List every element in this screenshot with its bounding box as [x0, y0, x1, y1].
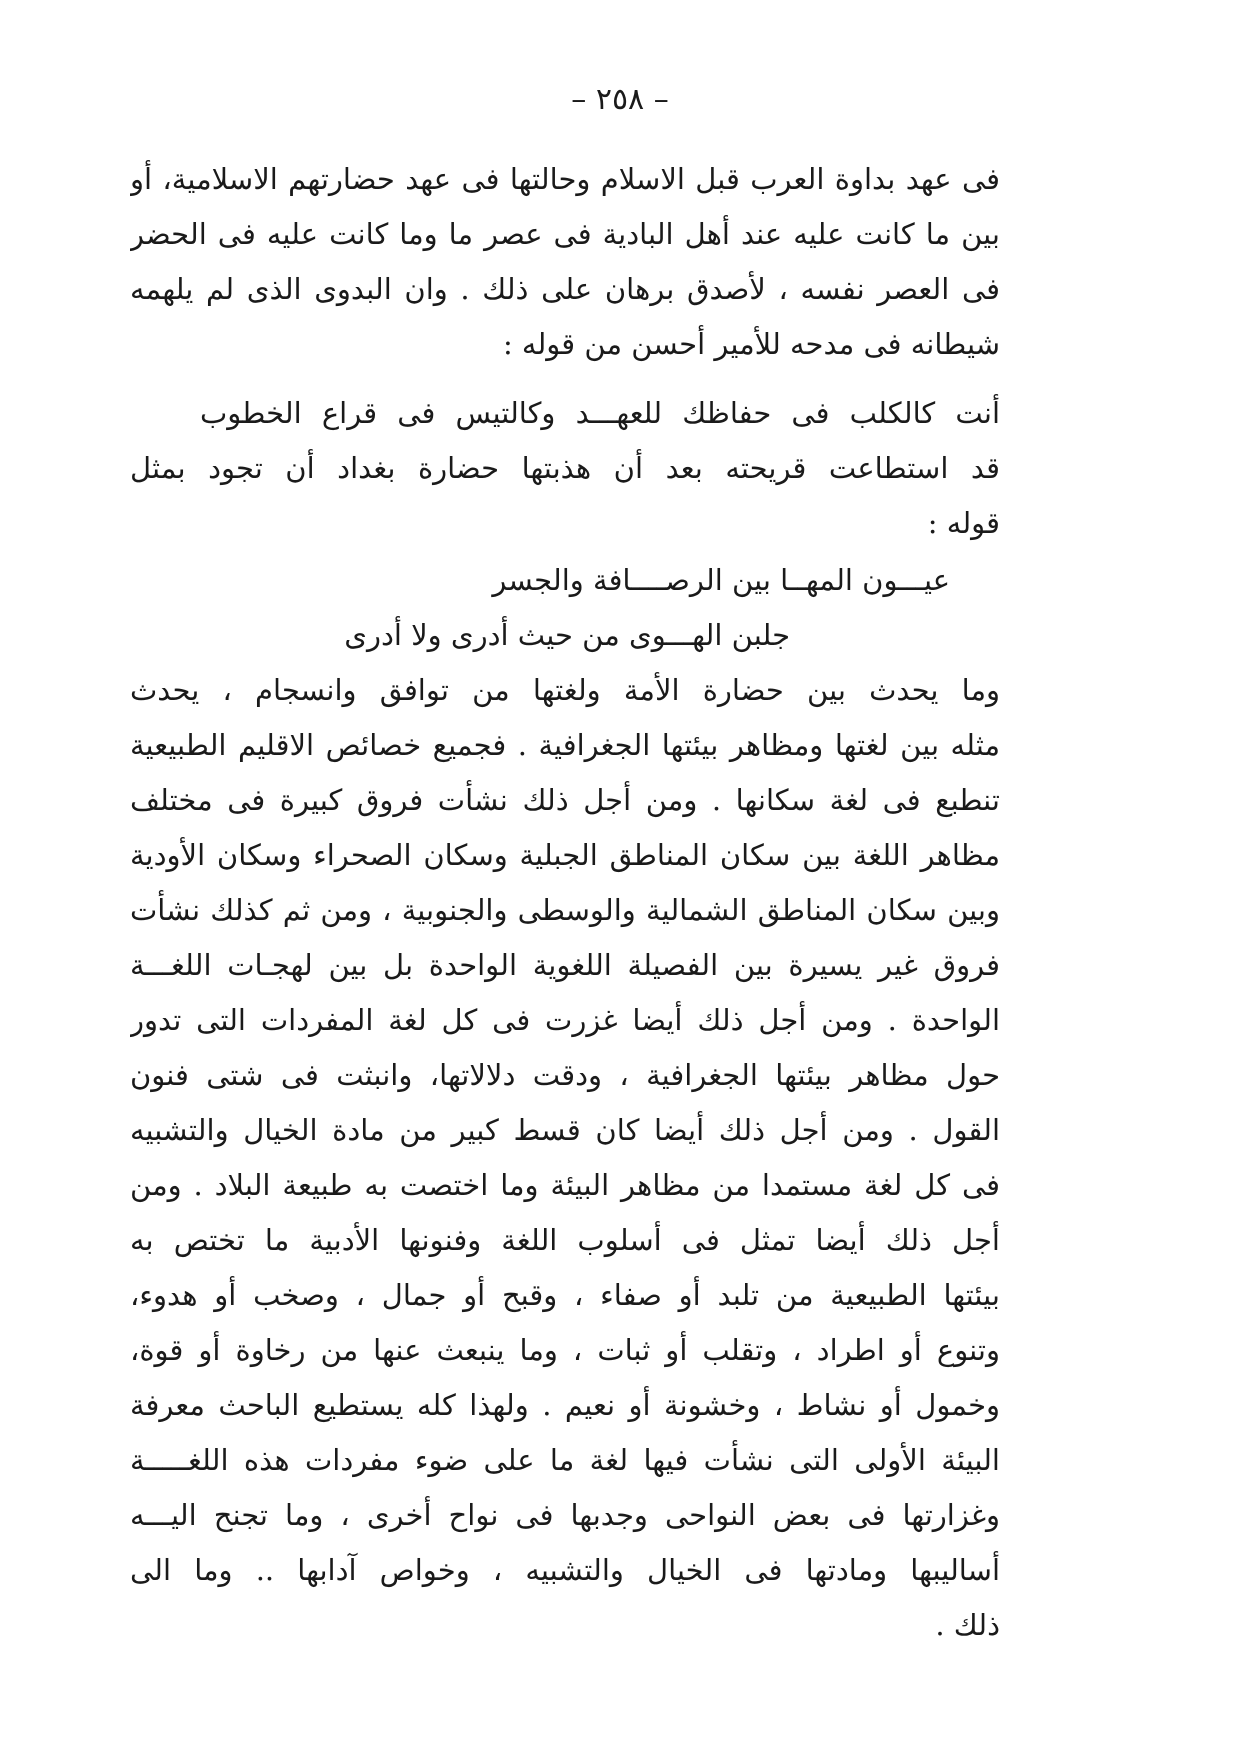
text-line: أجل ذلك أيضا تمثل فى أسلوب اللغة وفنونها الأدبية ما تختص به [130, 1223, 1000, 1257]
text-line: بين ما كانت عليه عند أهل البادية فى عصر ما وما كانت عليه فى الحضر [130, 217, 1000, 251]
text-line: وتنوع أو اطراد ، وتقلب أو ثبات ، وما ينبعث عنها من رخاوة أو قوة، [130, 1333, 1000, 1367]
paragraph-2 [130, 441, 1000, 551]
verse-1 [200, 386, 1000, 441]
text-line: القول . ومن أجل ذلك أيضا كان قسط كبير من مادة الخيال والتشبيه [130, 1113, 1000, 1147]
paragraph-1 [130, 152, 1000, 372]
text-line: البيئة الأولى التى نشأت فيها لغة ما على ضوء مفردات هذه اللغـــــة [130, 1443, 1000, 1477]
text-line: حول مظاهر بيئتها الجغرافية ، ودقت دلالاتها، وانبثت فى شتى فنون [130, 1058, 1000, 1092]
text-line: ذلك . [935, 1608, 1000, 1642]
text-line: وما يحدث بين حضارة الأمة ولغتها من توافق وانسجام ، يحدث [130, 673, 1000, 707]
page-number: – ٢٥٨ – [571, 82, 669, 117]
text-line: وبين سكان المناطق الشمالية والوسطى والجنوبية ، ومن ثم كذلك نشأت [130, 893, 1000, 927]
paragraph-3 [130, 663, 1000, 1653]
text-line: مثله بين لغتها ومظاهر بيئتها الجغرافية . فجميع خصائص الاقليم الطبيعية [130, 728, 1000, 762]
text-line: فى عهد بداوة العرب قبل الاسلام وحالتها فى عهد حضارتهم الاسلامية، أو [130, 162, 1000, 196]
text-line: مظاهر اللغة بين سكان المناطق الجبلية وسكان الصحراء وسكان الأودية [130, 838, 1000, 872]
text-line: قد استطاعت قريحته بعد أن هذبتها حضارة بغداد أن تجود بمثل [130, 451, 1000, 485]
text-line: وخمول أو نشاط ، وخشونة أو نعيم . ولهذا كله يستطيع الباحث معرفة [130, 1388, 1000, 1422]
text-line: أساليبها ومادتها فى الخيال والتشبيه ، وخواص آدابها .. وما الى [130, 1553, 1000, 1587]
verse-2 [130, 553, 1000, 663]
text-line: فروق غير يسيرة بين الفصيلة اللغوية الواحدة بل بين لهجـات اللغـــة [130, 948, 1000, 982]
text-line: بيئتها الطبيعية من تلبد أو صفاء ، وقبح أو جمال ، وصخب أو هدوء، [130, 1278, 1000, 1312]
text-line: تنطبع فى لغة سكانها . ومن أجل ذلك نشأت فروق كبيرة فى مختلف [130, 783, 1000, 817]
text-line: فى العصر نفسه ، لأصدق برهان على ذلك . وان البدوى الذى لم يلهمه [130, 272, 1000, 306]
verse-hemistich-first: عيـــون المهــا بين الرصــــافة والجسر [492, 563, 950, 597]
text-line: شيطانه فى مدحه للأمير أحسن من قوله : [502, 327, 1000, 361]
verse-line: أنت كالكلب فى حفاظك للعهـــد وكالتيس فى قراع الخطوب [200, 396, 1000, 430]
text-line: قوله : [927, 506, 1000, 540]
text-line: وغزارتها فى بعض النواحى وجدبها فى نواح أخرى ، وما تجنح اليـــه [130, 1498, 1000, 1532]
text-line: فى كل لغة مستمدا من مظاهر البيئة وما اختصت به طبيعة البلاد . ومن [130, 1168, 1000, 1202]
text-line: الواحدة . ومن أجل ذلك أيضا غزرت فى كل لغة المفردات التى تدور [130, 1003, 1000, 1037]
verse-hemistich-second: جلبن الهـــوى من حيث أدرى ولا أدرى [344, 618, 790, 652]
